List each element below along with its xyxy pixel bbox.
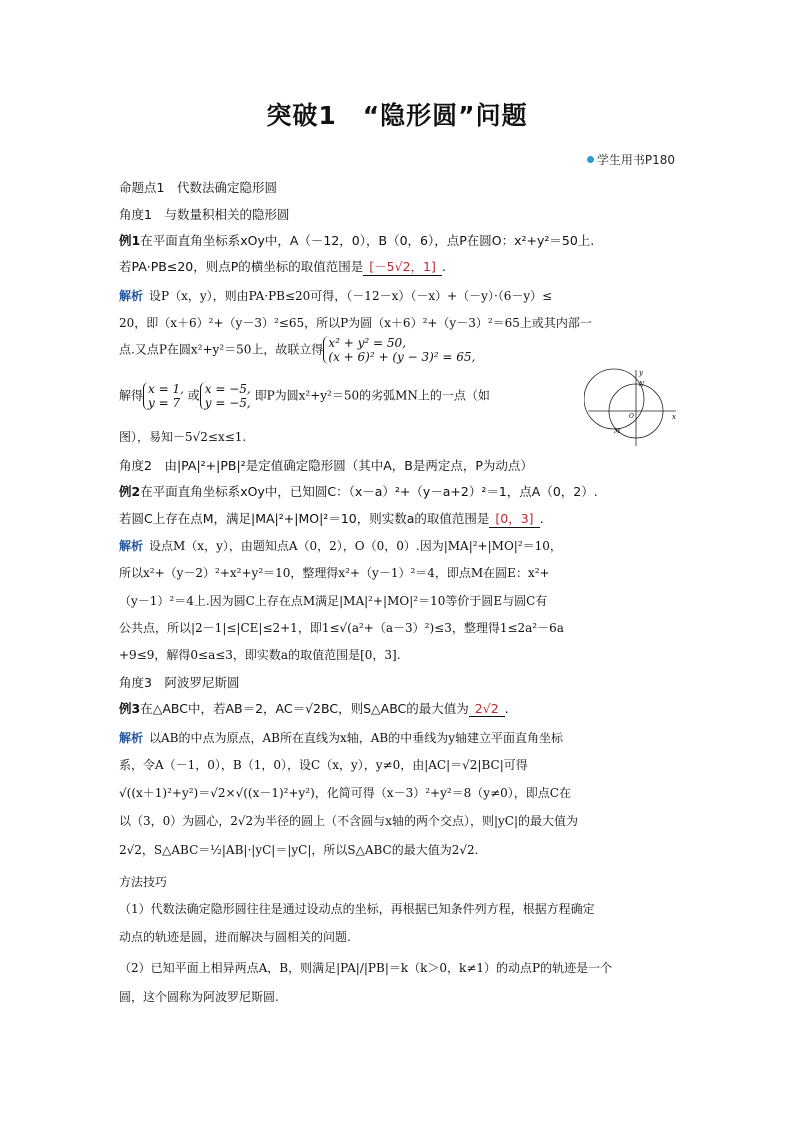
solution-line: 2√2，S△ABC＝½|AB|·|yC|＝|yC|，所以S△ABC的最大值为2√2. <box>119 843 479 857</box>
solution-line <box>119 336 475 364</box>
equation: y = 7 <box>148 396 181 410</box>
method-line: 动点的轨迹是圆，进而解决与圆相关的问题. <box>119 930 351 944</box>
bullet-icon <box>587 156 594 163</box>
angle-heading-3: 角度3 阿波罗尼斯圆 <box>119 675 240 690</box>
source-reference <box>587 151 675 168</box>
solution-text: 以AB的中点为原点，AB所在直线为x轴，AB的中垂线为y轴建立平面直角坐标 <box>149 731 564 745</box>
example-text: 在平面直角坐标系xOy中，已知圆C：（x－a）²+（y－a+2）²＝1，点A（0，2）. <box>140 484 598 499</box>
example-label: 例3 <box>119 701 141 716</box>
method-line: 圆，这个圆称为阿波罗尼斯圆. <box>119 990 279 1004</box>
solution-line: （y－1）²＝4上.因为圆C上存在点M满足|MA|²+|MO|²＝10等价于圆E与圆C有 <box>119 594 548 608</box>
circle-diagram <box>584 366 680 448</box>
page-title: 突破1 “隐形圆”问题 <box>266 101 528 130</box>
method-heading: 方法技巧 <box>119 875 168 889</box>
solution-text: 点.又点P在圆x²+y²＝50上，故联立得 <box>119 342 324 357</box>
method-line: （1）代数法确定隐形圆往往是通过设动点的坐标，再根据已知条件列方程，根据方程确定 <box>119 902 595 916</box>
solution-2 <box>119 537 562 554</box>
equation-system <box>143 382 184 410</box>
source-text: 学生用书P180 <box>596 153 675 167</box>
solution-line: +9≤9，解得0≤a≤3，即实数a的取值范围是[0，3]. <box>119 648 401 662</box>
solution-label: 解析 <box>119 289 144 303</box>
solution-line: 图），易知－5√2≤x≤1. <box>119 430 247 444</box>
axis-label-y: y <box>639 369 643 377</box>
example-3: 例3在△ABC中，若AB＝2，AC＝√2BC，则S△ABC的最大值为 2√2 . <box>119 701 509 716</box>
equation: y = −5, <box>204 396 251 410</box>
example-text: 若圆C上存在点M，满足|MA|²+|MO|²＝10，则实数a的取值范围是 <box>119 511 490 526</box>
angle-heading-1: 角度1 与数量积相关的隐形圆 <box>119 207 290 222</box>
solution-line: 20，即（x＋6）²+（y－3）²≤65，所以P为圆（x＋6）²+（y－3）²＝65上或其内部一 <box>119 316 592 330</box>
point-label-m: M <box>614 428 621 435</box>
section-heading-1: 命题点1 代数法确定隐形圆 <box>119 180 277 195</box>
equation: x = 1, <box>148 382 184 396</box>
solution-line: 所以x²+（y－2）²+x²+y²＝10，整理得x²+（y－1）²＝4，即点M在圆E：x²+ <box>119 566 550 580</box>
example-1-cont: 若PA·PB≤20，则点P的横坐标的取值范围是 [－5√2，1] . <box>119 259 446 274</box>
solution-text: 即P为圆x²+y²＝50的劣弧MN上的一点（如 <box>254 388 490 403</box>
solution-line: 公共点，所以|2－1|≤|CE|≤2+1，即1≤√(a²+（a－3）²)≤3，整理得1≤2a²－6a <box>119 621 564 635</box>
solution-label: 解析 <box>119 731 144 745</box>
equation-system <box>200 382 251 410</box>
solution-3 <box>119 729 563 746</box>
example-text: 若PA·PB≤20，则点P的横坐标的取值范围是 <box>119 259 364 274</box>
solution-label: 解析 <box>119 539 144 553</box>
axis-label-x: x <box>672 413 676 421</box>
equation: x = −5, <box>204 382 251 396</box>
equation: (x + 6)² + (y − 3)² = 65, <box>328 350 476 364</box>
point-label-n: N <box>639 381 645 388</box>
solution-text: 或 <box>187 388 200 403</box>
angle-heading-2: 角度2 由|PA|²+|PB|²是定值确定隐形圆（其中A，B是两定点，P为动点） <box>119 458 533 473</box>
solution-line: √((x＋1)²+y²)＝√2×√((x－1)²+y²)，化简可得（x－3）²+y²＝8（y≠0），即点C在 <box>119 786 571 800</box>
solution-line <box>119 382 490 410</box>
example-2 <box>119 482 598 500</box>
answer-blank: 2√2 <box>469 701 505 717</box>
example-label: 例2 <box>119 484 141 499</box>
solution-text: 解得 <box>119 388 144 403</box>
answer-blank: [0，3] <box>489 509 539 528</box>
solution-text: 设点M（x，y），由题知点A（0，2），O（0，0）.因为|MA|²+|MO|²＝10， <box>149 539 562 553</box>
solution-line: 系，令A（－1，0），B（1，0），设C（x，y），y≠0，由|AC|＝√2|BC|可得 <box>119 758 528 772</box>
example-2-cont: 若圆C上存在点M，满足|MA|²+|MO|²＝10，则实数a的取值范围是 [0，3] . <box>119 511 544 526</box>
solution-1 <box>119 287 552 304</box>
example-1 <box>119 231 594 249</box>
solution-line: 以（3，0）为圆心，2√2为半径的圆上（不含圆与x轴的两个交点），则|yC|的最大值为 <box>119 814 579 828</box>
solution-text: 设P（x，y），则由PA·PB≤20可得，（－12－x）（－x）+（－y）·（6－y）≤ <box>149 289 553 303</box>
equation: x² + y² = 50, <box>328 336 407 350</box>
example-text: 在平面直角坐标系xOy中，A（－12，0），B（0，6），点P在圆O：x²+y²＝50上. <box>140 233 595 248</box>
method-line: （2）已知平面上相异两点A，B，则满足|PA|/|PB|＝k（k＞0，k≠1）的动点P的轨迹是一个 <box>119 961 613 975</box>
point-label-o: O <box>629 413 634 420</box>
equation-system <box>323 336 475 364</box>
example-label: 例1 <box>119 233 141 248</box>
example-text: 在△ABC中，若AB＝2，AC＝√2BC，则S△ABC的最大值为 <box>140 701 469 716</box>
answer-blank: [－5√2，1] <box>363 257 442 276</box>
